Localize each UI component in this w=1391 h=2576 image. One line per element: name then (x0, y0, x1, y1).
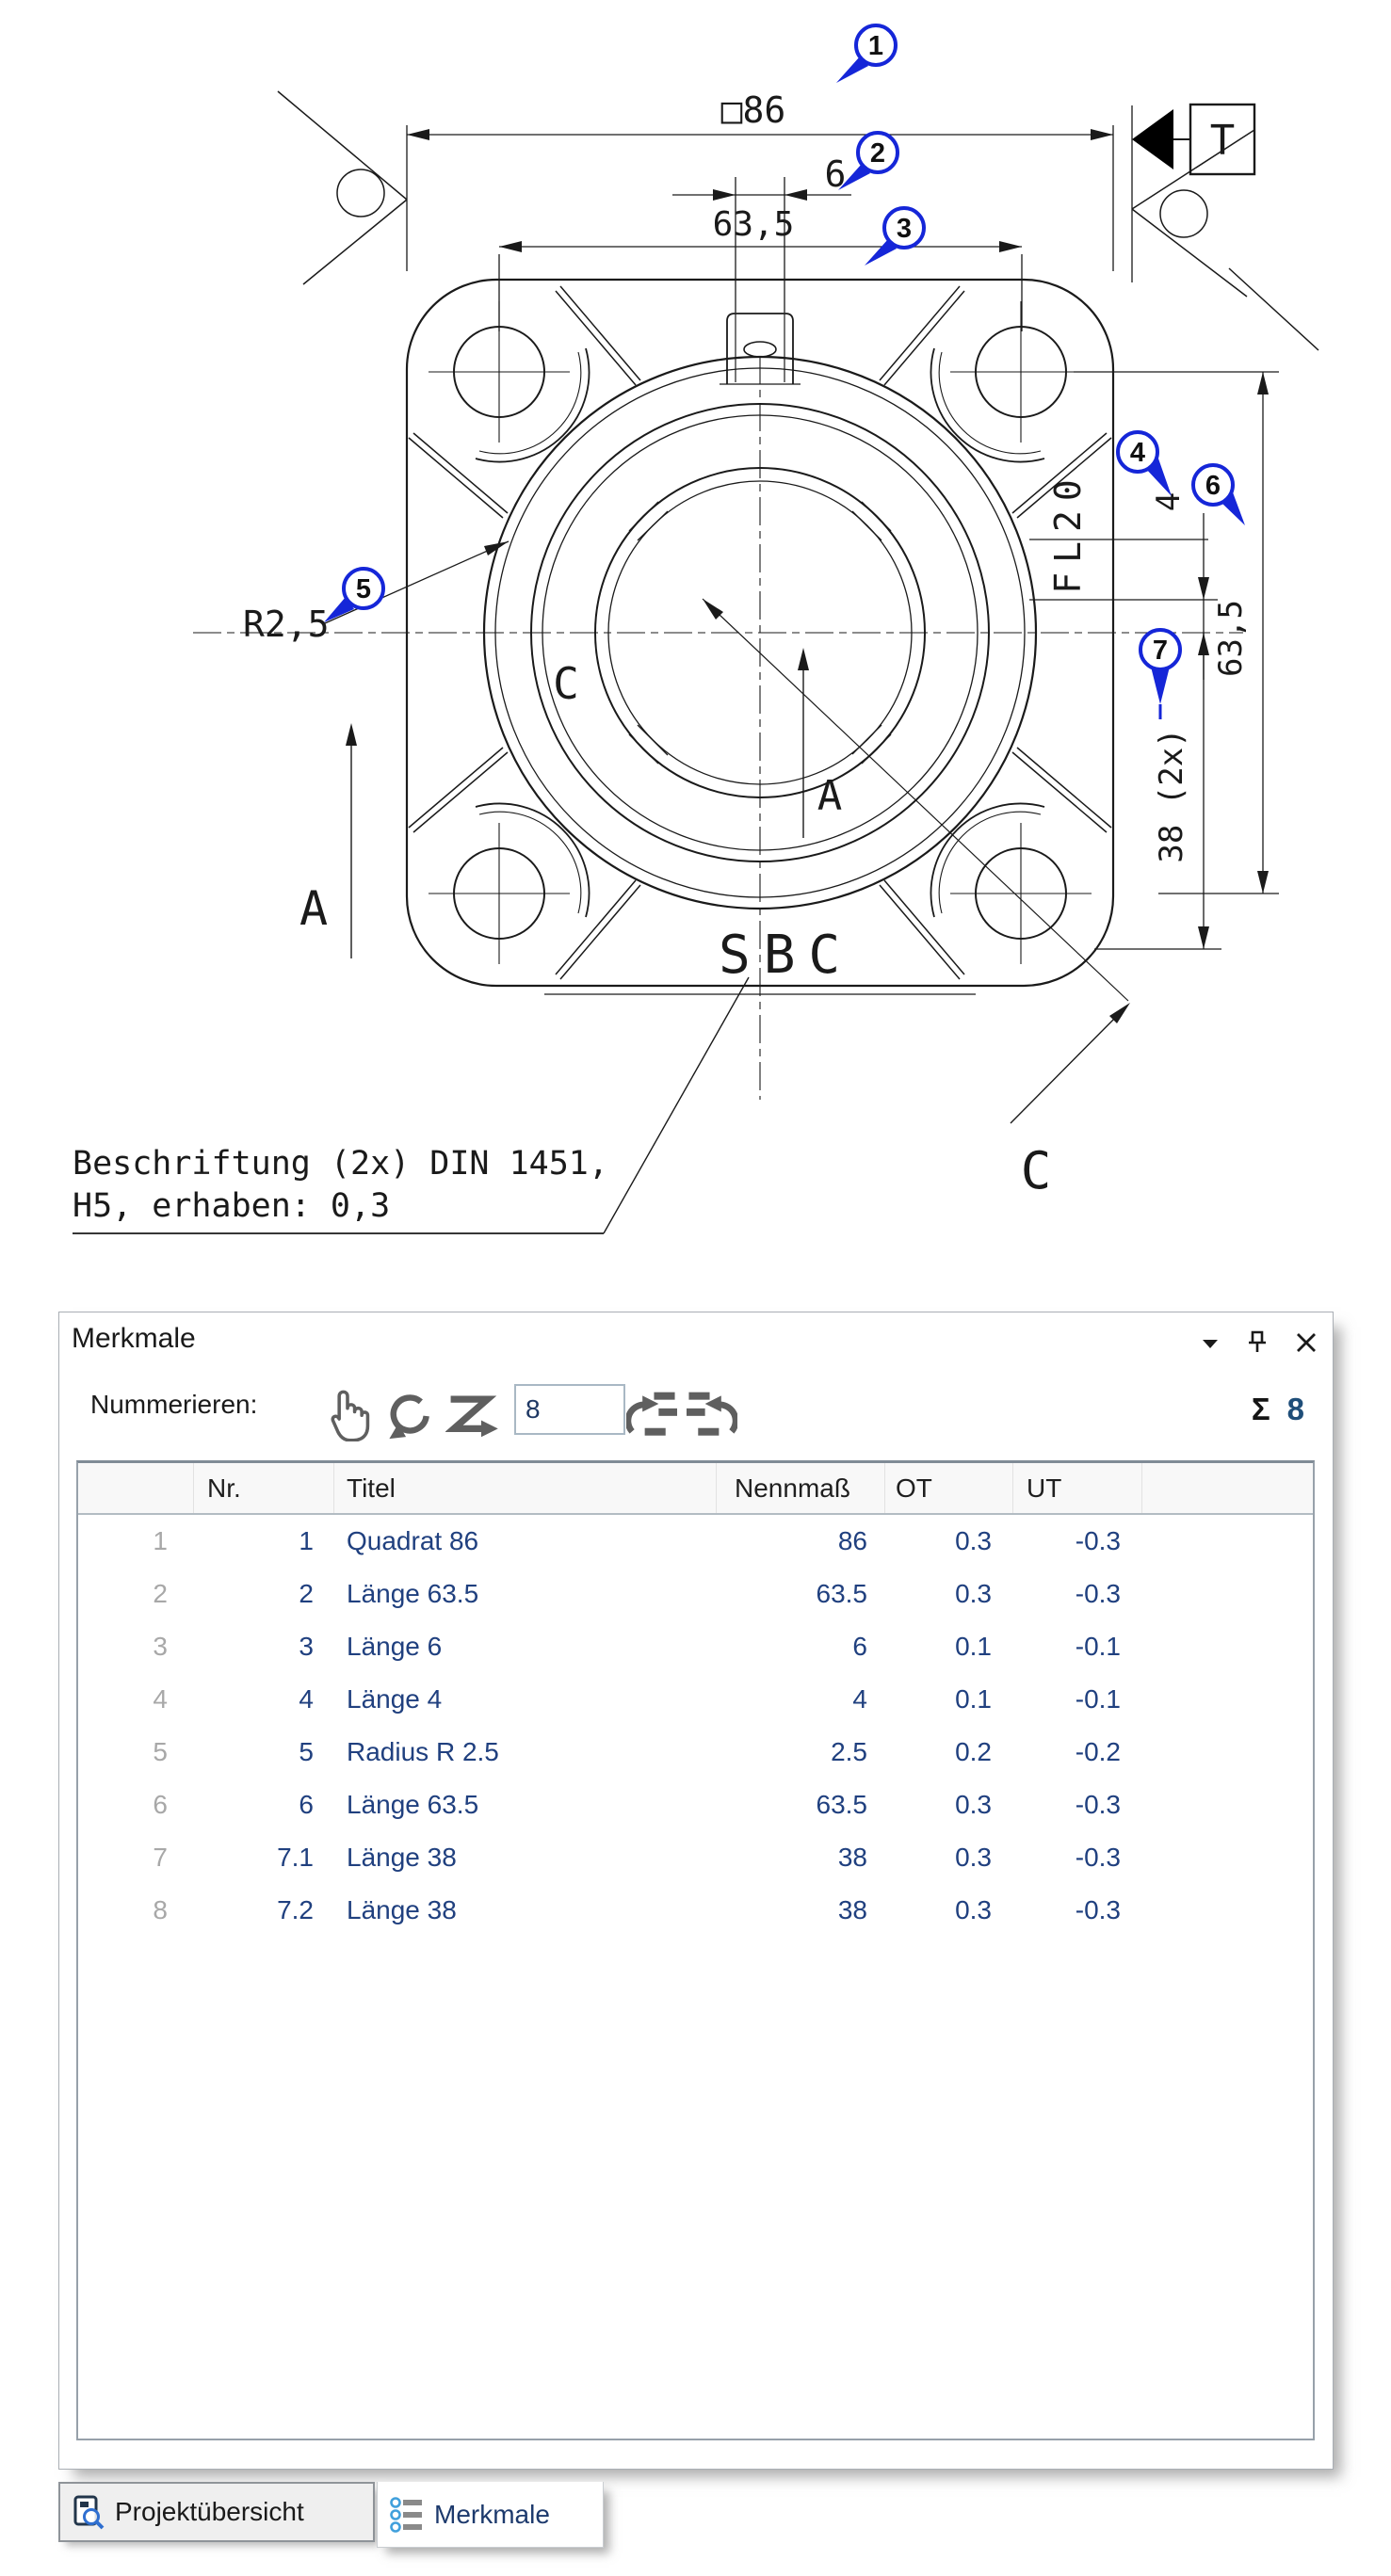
balloon-1[interactable] (836, 25, 896, 83)
table-row[interactable]: 3 3 Länge 6 6 0.1 -0.1 (153, 1632, 1121, 1661)
renumber-start-input[interactable] (514, 1384, 625, 1435)
section-a-left-label: A (299, 881, 329, 936)
balloon-6[interactable] (1193, 465, 1245, 525)
col-header-ut[interactable]: UT (1013, 1463, 1142, 1513)
hand-pointer-icon[interactable] (323, 1387, 372, 1446)
table-row[interactable]: 1 1 Quadrat 86 86 0.3 -0.3 (153, 1526, 1121, 1555)
rotate-icon[interactable] (382, 1392, 435, 1445)
dim-63-5-top-label: 63,5 (712, 205, 795, 244)
dim-38-label: 38 (2x) (1153, 728, 1190, 863)
table-row[interactable]: 7 7.1 Länge 38 38 0.3 -0.3 (153, 1843, 1121, 1872)
svg-text:7: 7 (1152, 636, 1169, 666)
merkmale-list-icon (389, 2496, 425, 2534)
table-header-row (78, 1463, 1313, 1515)
svg-text:5: 5 (355, 574, 372, 604)
dim-63-5-right-label: 63,5 (1212, 600, 1250, 677)
table-row[interactable]: 8 7.2 Länge 38 38 0.3 -0.3 (153, 1895, 1121, 1924)
col-header-nennmass[interactable]: Nennmaß (717, 1463, 885, 1513)
view-arrow-c (1011, 1003, 1130, 1123)
dim-4-label: 4 (1150, 491, 1188, 512)
numbering-label: Nummerieren: (90, 1390, 258, 1419)
pin-icon[interactable] (1244, 1329, 1270, 1360)
tab-projektuebersicht[interactable] (58, 2482, 375, 2542)
tab-projektuebersicht-label: Projektübersicht (115, 2497, 304, 2526)
view-c-label: C (1020, 1141, 1052, 1200)
merkmale-panel (58, 1312, 1334, 2470)
tab-merkmale[interactable] (377, 2482, 604, 2548)
section-c-inner-label: C (553, 658, 579, 709)
renumber-forward-icon[interactable] (626, 1390, 677, 1443)
col-header-titel[interactable]: Titel (334, 1463, 717, 1513)
dropdown-icon[interactable] (1201, 1337, 1220, 1354)
panel-title: Merkmale (72, 1323, 196, 1354)
dim-86-label: □86 (720, 89, 786, 131)
sigma-icon: Σ (1251, 1392, 1270, 1426)
close-icon[interactable] (1295, 1331, 1318, 1359)
z-order-icon[interactable] (445, 1393, 500, 1443)
dimension-6 (672, 177, 851, 313)
project-overview-icon (72, 2494, 105, 2530)
balloon-7[interactable] (1140, 630, 1180, 719)
balloon-2[interactable] (838, 133, 898, 190)
table-row[interactable]: 4 4 Länge 4 4 0.1 -0.1 (153, 1684, 1121, 1714)
dimension-63-5-top (499, 241, 1022, 331)
datum-t-label: T (1209, 117, 1236, 165)
sum-display (1252, 1392, 1304, 1427)
flange-type-label: FL20 (1047, 470, 1089, 594)
table-row[interactable]: 6 6 Länge 63.5 63.5 0.3 -0.3 (153, 1790, 1121, 1819)
radius-label: R2,5 (243, 604, 330, 645)
note-line-1: Beschriftung (2x) DIN 1451, (73, 1145, 608, 1183)
section-a-inner-label: A (817, 772, 843, 820)
svg-text:1: 1 (867, 31, 884, 61)
brand-label: SBC (719, 925, 854, 986)
section-arrow-a-left (346, 723, 357, 958)
table-row[interactable]: 5 5 Radius R 2.5 2.5 0.2 -0.2 (153, 1737, 1121, 1766)
balloon-5[interactable] (324, 569, 383, 622)
balloon-3[interactable] (865, 208, 924, 266)
svg-text:6: 6 (1205, 471, 1221, 501)
col-header-ot[interactable]: OT (885, 1463, 1013, 1513)
note-line-2: H5, erhaben: 0,3 (73, 1187, 391, 1225)
col-header-spacer (1142, 1463, 1313, 1513)
svg-text:2: 2 (869, 138, 886, 169)
view-eye-symbol-left (278, 91, 407, 284)
svg-text:3: 3 (896, 214, 913, 244)
table-row[interactable]: 2 2 Länge 63.5 63.5 0.3 -0.3 (153, 1579, 1121, 1608)
balloon-4[interactable] (1118, 432, 1172, 496)
col-header-nr[interactable]: Nr. (194, 1463, 334, 1513)
col-header-index[interactable] (78, 1463, 194, 1513)
section-arrow-a-inner (798, 648, 809, 838)
feature-table (76, 1460, 1315, 2440)
feature-count: 8 (1286, 1392, 1304, 1426)
svg-text:4: 4 (1129, 438, 1146, 468)
renumber-backward-icon[interactable] (687, 1390, 737, 1443)
dim-6-label: 6 (824, 153, 847, 195)
tab-merkmale-label: Merkmale (434, 2499, 550, 2529)
